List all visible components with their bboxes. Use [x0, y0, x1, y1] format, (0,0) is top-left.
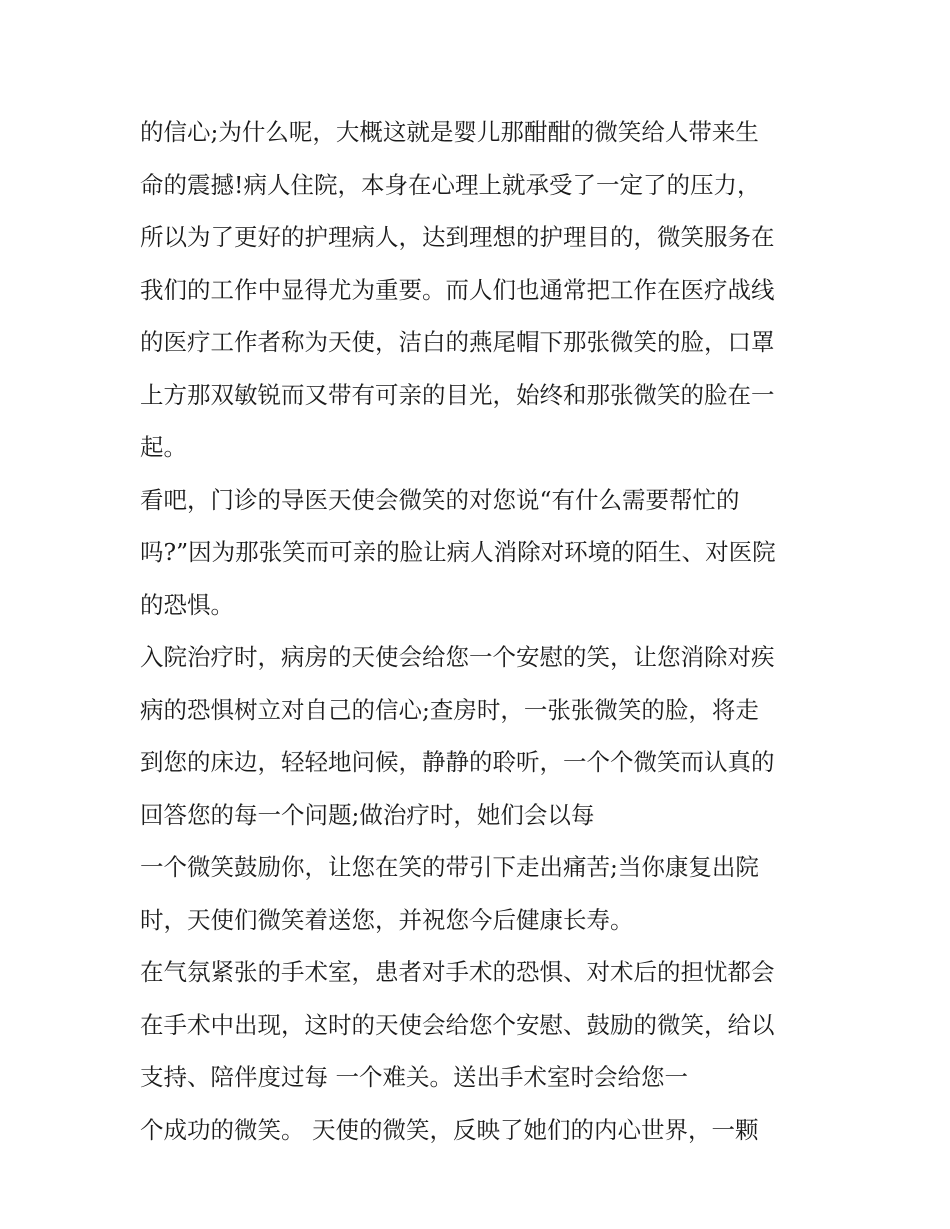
text-line: 起。 [140, 433, 187, 461]
text-line: 在手术中出现，这时的天使会给您个安慰、鼓励的微笑，给以 [140, 1010, 775, 1039]
text-line: 命的震撼!病人住院，本身在心理上就承受了一定了的压力， [140, 170, 761, 199]
text-line: 在气氛紧张的手术室，患者对手术的恐惧、对术后的担忧都会 [140, 958, 775, 986]
text-line: 个成功的微笑。 天使的微笑，反映了她们的内心世界，一颗 [140, 1115, 759, 1144]
text-line: 到您的床边，轻轻地问候，静静的聆听，一个个微笑而认真的 [140, 748, 775, 776]
text-line: 病的恐惧树立对自己的信心;查房时，一张张微笑的脸，将走 [140, 695, 759, 724]
text-line: 一个微笑鼓励你，让您在笑的带引下走出痛苦;当你康复出院 [140, 853, 759, 881]
body-text [140, 106, 830, 1156]
text-line: 上方那双敏锐而又带有可亲的目光，始终和那张微笑的脸在一 [140, 380, 775, 409]
text-line: 回答您的每一个问题;做治疗时，她们会以每 [140, 800, 595, 829]
text-line: 支持、陪伴度过每 一个难关。送出手术室时会给您一 [140, 1063, 688, 1091]
text-line: 的信心;为什么呢，大概这就是婴儿那酣酣的微笑给人带来生 [140, 118, 759, 146]
text-line: 看吧，门诊的导医天使会微笑的对您说“有什么需要帮忙的 [140, 485, 740, 514]
text-line: 的恐惧。 [140, 590, 234, 619]
text-line: 所以为了更好的护理病人，达到理想的护理目的，微笑服务在 [140, 223, 775, 251]
text-line: 时，天使们微笑着送您，并祝您今后健康长寿。 [140, 905, 634, 934]
text-line: 吗?”因为那张笑而可亲的脸让病人消除对环境的陌生、对医院 [140, 538, 776, 566]
text-line: 入院治疗时，病房的天使会给您一个安慰的笑，让您消除对疾 [140, 643, 775, 671]
text-line: 的医疗工作者称为天使，洁白的燕尾帽下那张微笑的脸，口罩 [140, 328, 775, 356]
text-line: 我们的工作中显得尤为重要。而人们也通常把工作在医疗战线 [140, 275, 775, 304]
